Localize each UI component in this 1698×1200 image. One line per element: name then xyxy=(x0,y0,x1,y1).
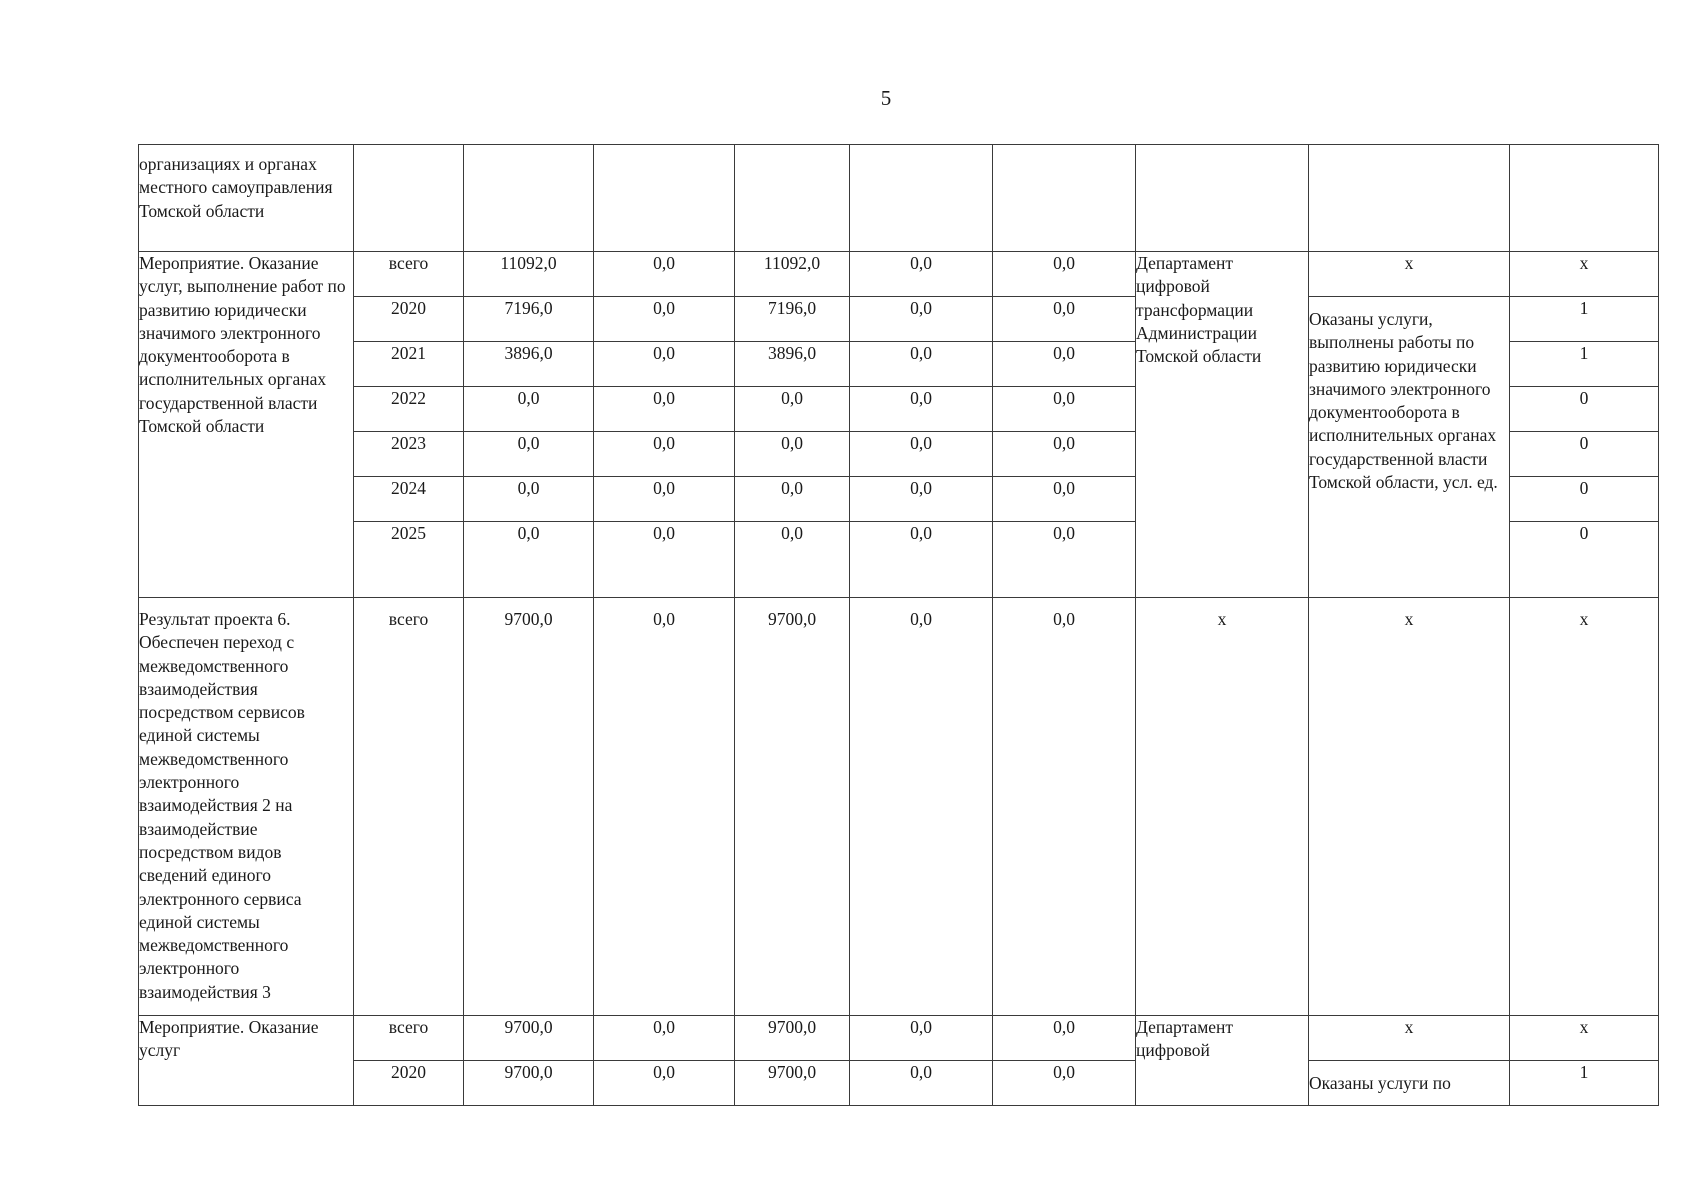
amount-cell: 0,0 xyxy=(850,342,993,387)
amount-cell: 0,0 xyxy=(594,522,735,598)
amount-cell: 0,0 xyxy=(594,1016,735,1061)
activity-name-cell: организациях и органах местного самоуправления Томской области xyxy=(139,145,354,252)
empty-cell xyxy=(1309,145,1510,252)
amount-cell: 11092,0 xyxy=(735,252,850,297)
amount-cell: 0,0 xyxy=(594,252,735,297)
total-cell: 0,0 xyxy=(464,387,594,432)
period-cell: 2022 xyxy=(354,387,464,432)
amount-cell: 0,0 xyxy=(993,522,1136,598)
amount-cell: 9700,0 xyxy=(735,598,850,1016)
amount-cell: 0,0 xyxy=(993,342,1136,387)
amount-cell: 0,0 xyxy=(594,598,735,1016)
indicator-cell: x xyxy=(1309,598,1510,1016)
department-cell: x xyxy=(1136,598,1309,1016)
budget-table xyxy=(138,144,1659,1106)
empty-cell xyxy=(464,145,594,252)
period-cell: 2025 xyxy=(354,522,464,598)
indicator-value-cell: 1 xyxy=(1510,342,1659,387)
total-cell: 9700,0 xyxy=(464,1061,594,1106)
amount-cell: 0,0 xyxy=(993,252,1136,297)
amount-cell: 0,0 xyxy=(993,387,1136,432)
amount-cell: 0,0 xyxy=(594,297,735,342)
table-row xyxy=(139,1016,1659,1061)
amount-cell: 9700,0 xyxy=(735,1016,850,1061)
amount-cell: 3896,0 xyxy=(735,342,850,387)
table-row xyxy=(139,252,1659,297)
total-cell: 0,0 xyxy=(464,477,594,522)
empty-cell xyxy=(993,145,1136,252)
page-number: 5 xyxy=(880,86,892,110)
amount-cell: 0,0 xyxy=(850,522,993,598)
total-cell: 11092,0 xyxy=(464,252,594,297)
amount-cell: 0,0 xyxy=(850,1061,993,1106)
period-cell: 2023 xyxy=(354,432,464,477)
amount-cell: 0,0 xyxy=(850,252,993,297)
indicator-cell: Оказаны услуги по xyxy=(1309,1061,1510,1106)
period-cell: 2021 xyxy=(354,342,464,387)
table-row xyxy=(139,297,1659,342)
empty-cell xyxy=(850,145,993,252)
period-cell: всего xyxy=(354,1016,464,1061)
indicator-value-cell: x xyxy=(1510,1016,1659,1061)
amount-cell: 0,0 xyxy=(735,387,850,432)
amount-cell: 0,0 xyxy=(594,387,735,432)
indicator-value-cell: x xyxy=(1510,598,1659,1016)
total-cell: 9700,0 xyxy=(464,598,594,1016)
period-cell: 2020 xyxy=(354,297,464,342)
indicator-value-cell: 0 xyxy=(1510,522,1659,598)
empty-cell xyxy=(1136,145,1309,252)
table-row xyxy=(139,145,1659,252)
amount-cell: 0,0 xyxy=(594,342,735,387)
amount-cell: 0,0 xyxy=(993,598,1136,1016)
amount-cell: 7196,0 xyxy=(735,297,850,342)
amount-cell: 0,0 xyxy=(850,1016,993,1061)
amount-cell: 0,0 xyxy=(993,1016,1136,1061)
indicator-value-cell: 0 xyxy=(1510,432,1659,477)
empty-cell xyxy=(594,145,735,252)
indicator-value-cell: x xyxy=(1510,252,1659,297)
period-cell: всего xyxy=(354,252,464,297)
amount-cell: 0,0 xyxy=(594,432,735,477)
amount-cell: 0,0 xyxy=(594,477,735,522)
amount-cell: 0,0 xyxy=(993,432,1136,477)
period-cell: всего xyxy=(354,598,464,1016)
amount-cell: 0,0 xyxy=(850,477,993,522)
period-cell: 2020 xyxy=(354,1061,464,1106)
empty-cell xyxy=(1510,145,1659,252)
indicator-value-cell: 0 xyxy=(1510,477,1659,522)
total-cell: 0,0 xyxy=(464,432,594,477)
indicator-cell: x xyxy=(1309,1016,1510,1061)
amount-cell: 0,0 xyxy=(594,1061,735,1106)
amount-cell: 0,0 xyxy=(735,477,850,522)
amount-cell: 0,0 xyxy=(735,522,850,598)
indicator-cell: Оказаны услуги, выполнены работы по развитию юридически значимого электронного документооборота в исполнительных органах государственной власти Томской области, усл. ед. xyxy=(1309,297,1510,598)
amount-cell: 0,0 xyxy=(735,432,850,477)
total-cell: 9700,0 xyxy=(464,1016,594,1061)
total-cell: 7196,0 xyxy=(464,297,594,342)
activity-name-cell: Мероприятие. Оказание услуг, выполнение работ по развитию юридически значимого электронного документооборота в исполнительных органах государственной власти Томской области xyxy=(139,252,354,598)
amount-cell: 0,0 xyxy=(993,477,1136,522)
total-cell: 3896,0 xyxy=(464,342,594,387)
empty-cell xyxy=(354,145,464,252)
period-cell: 2024 xyxy=(354,477,464,522)
indicator-value-cell: 1 xyxy=(1510,1061,1659,1106)
amount-cell: 0,0 xyxy=(993,297,1136,342)
amount-cell: 9700,0 xyxy=(735,1061,850,1106)
amount-cell: 0,0 xyxy=(850,432,993,477)
table-row xyxy=(139,598,1659,1016)
table-row xyxy=(139,1061,1659,1106)
amount-cell: 0,0 xyxy=(850,387,993,432)
indicator-value-cell: 0 xyxy=(1510,387,1659,432)
indicator-cell: x xyxy=(1309,252,1510,297)
total-cell: 0,0 xyxy=(464,522,594,598)
amount-cell: 0,0 xyxy=(850,598,993,1016)
department-cell: Департамент цифровой xyxy=(1136,1016,1309,1106)
amount-cell: 0,0 xyxy=(850,297,993,342)
activity-name-cell: Мероприятие. Оказание услуг xyxy=(139,1016,354,1106)
project-result-cell: Результат проекта 6. Обеспечен переход с межведомственного взаимодействия посредством сервисов единой системы межведомственного электронного взаимодействия 2 на взаимодействие посредством видов сведений единого электронного сервиса единой системы межведомственного электронного взаимодействия 3 xyxy=(139,598,354,1016)
department-cell: Департамент цифровой трансформации Администрации Томской области xyxy=(1136,252,1309,598)
amount-cell: 0,0 xyxy=(993,1061,1136,1106)
empty-cell xyxy=(735,145,850,252)
indicator-value-cell: 1 xyxy=(1510,297,1659,342)
